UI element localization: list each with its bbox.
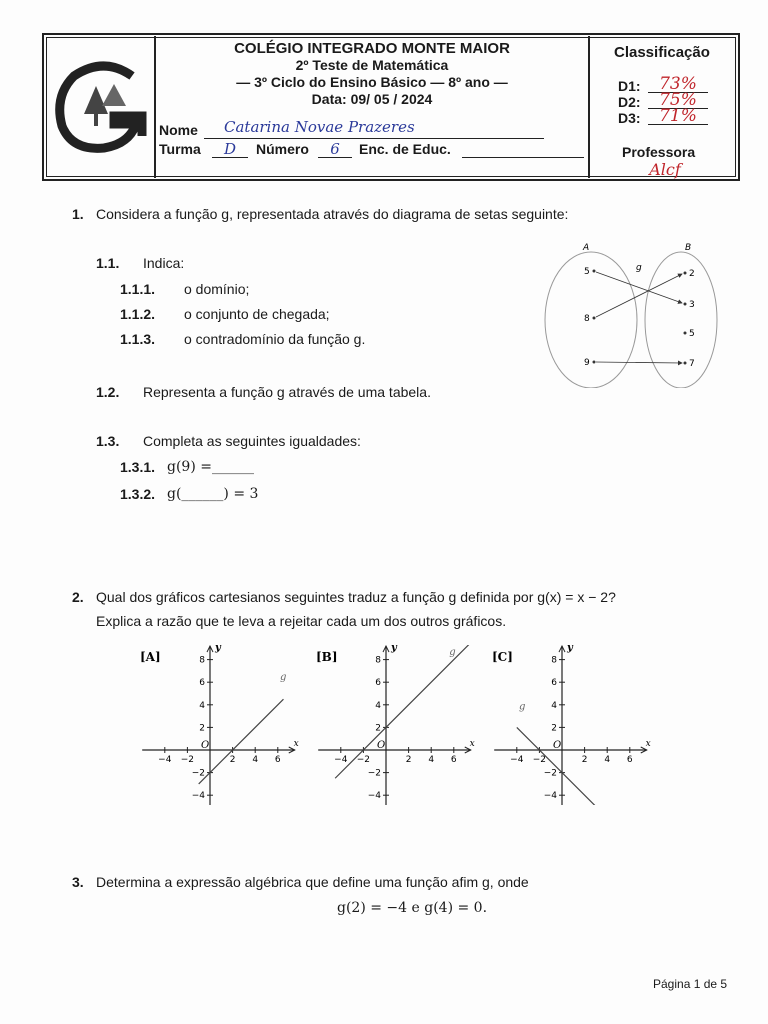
x-tick-label: 4	[252, 755, 259, 765]
x-tick-label: −4	[510, 755, 524, 765]
logo-box	[44, 36, 156, 178]
q1-1-text: Indica:	[143, 255, 185, 271]
graph-label: [C]	[492, 650, 513, 664]
x-tick-label: −2	[532, 755, 547, 765]
func-label: g	[636, 263, 642, 273]
y-tick-label: −2	[191, 768, 205, 779]
set-a-label: A	[583, 243, 590, 253]
y-tick-label: 2	[551, 723, 557, 734]
y-tick-label: 6	[375, 678, 381, 689]
function-label: g	[449, 647, 456, 659]
classification-label: Classificação	[614, 44, 710, 61]
q1-3-2-number: 1.3.2.	[120, 486, 156, 502]
graph-a	[140, 645, 312, 805]
graph-b	[316, 645, 488, 805]
y-tick-label: −2	[367, 768, 381, 779]
x-axis-label: x	[293, 739, 299, 749]
origin-label: O	[201, 740, 210, 751]
turma-field[interactable]	[212, 140, 248, 158]
q1-1-1-number: 1.1.1.	[120, 281, 156, 297]
arrow-9-7	[596, 362, 682, 363]
y-tick-label: −4	[543, 791, 557, 802]
x-tick-label: 6	[626, 755, 633, 765]
grade-d3-label: D3:	[618, 110, 641, 126]
a-elem-8: 8	[584, 314, 590, 324]
enc-label: Enc. de Educ.	[359, 141, 451, 157]
function-line	[199, 699, 284, 784]
x-tick-label: 2	[229, 755, 236, 765]
name-value: Catarina Novae Prazeres	[224, 118, 415, 136]
x-tick-label: 4	[604, 755, 611, 765]
x-axis-label: x	[645, 739, 651, 749]
x-tick-label: 6	[274, 755, 281, 765]
grade-d3-field[interactable]	[648, 106, 708, 125]
professora-signature: Alcf	[649, 160, 681, 179]
q1-text: Considera a função g, representada através do diagrama de setas seguinte:	[96, 206, 569, 222]
y-tick-label: 4	[199, 700, 205, 711]
y-tick-label: −4	[367, 791, 381, 802]
q3-formula: g(2) = −4 e g(4) = 0.	[337, 900, 488, 916]
q2-text2: Explica a razão que te leva a rejeitar cada um dos outros gráficos.	[96, 613, 507, 629]
q3-text: Determina a expressão algébrica que define uma função afim g, onde	[96, 874, 529, 890]
turma-label: Turma	[159, 141, 201, 157]
grade-d2-label: D2:	[618, 94, 641, 110]
b-elem-3: 3	[689, 300, 695, 310]
y-tick-label: 6	[551, 678, 557, 689]
set-b-ellipse	[645, 252, 717, 388]
q1-3-1-number: 1.3.1.	[120, 459, 156, 475]
name-label: Nome	[159, 122, 198, 138]
x-axis-label: x	[469, 739, 475, 749]
arrow-diagram	[536, 238, 722, 388]
x-tick-label: 6	[450, 755, 457, 765]
a-elem-9: 9	[584, 358, 590, 368]
q1-3-1-text: g(9) =______	[167, 459, 254, 475]
q1-3-number: 1.3.	[96, 433, 120, 449]
y-tick-label: 6	[199, 678, 205, 689]
arrow-8-2	[596, 274, 682, 317]
y-tick-label: 2	[375, 723, 381, 734]
y-tick-label: −2	[543, 768, 557, 779]
set-a-ellipse	[545, 252, 637, 388]
q1-1-1-text: o domínio;	[184, 281, 250, 297]
y-axis-label: y	[567, 645, 573, 654]
q1-1-2-number: 1.1.2.	[120, 306, 156, 322]
numero-label: Número	[256, 141, 309, 157]
grade-d3-value: 71%	[659, 106, 697, 126]
turma-value: D	[223, 140, 237, 158]
y-tick-label: 8	[375, 655, 381, 666]
name-field[interactable]	[204, 118, 544, 139]
b-elem-5: 5	[689, 329, 695, 339]
x-tick-label: −4	[158, 755, 172, 765]
q1-1-3-number: 1.1.3.	[120, 331, 156, 347]
grade-d1-label: D1:	[618, 78, 641, 94]
x-tick-label: −2	[356, 755, 371, 765]
x-tick-label: 2	[405, 755, 412, 765]
y-axis-label: y	[215, 645, 221, 654]
y-axis-label: y	[391, 645, 397, 654]
function-label: g	[280, 671, 287, 683]
q1-2-text: Representa a função g através de uma tabela.	[143, 384, 431, 400]
q3-number: 3.	[72, 874, 84, 890]
b-elem-7: 7	[689, 359, 695, 369]
q2-number: 2.	[72, 589, 84, 605]
arrow-5-3	[596, 272, 682, 303]
y-tick-label: 8	[199, 655, 205, 666]
professora-field[interactable]	[606, 160, 724, 177]
test-title: 2º Teste de Matemática	[295, 57, 449, 73]
grade-d1-value: 73%	[659, 74, 697, 94]
professora-label: Professora	[622, 144, 696, 160]
y-tick-label: −4	[191, 791, 205, 802]
numero-value: 6	[330, 140, 340, 158]
q1-3-2-text: g(______) = 3	[167, 486, 259, 502]
y-tick-label: 2	[199, 723, 205, 734]
numero-field[interactable]	[318, 140, 352, 158]
q1-1-3-text: o contradomínio da função g.	[184, 331, 366, 347]
school-name: COLÉGIO INTEGRADO MONTE MAIOR	[234, 40, 510, 57]
y-tick-label: 4	[551, 700, 557, 711]
graph-c	[492, 645, 664, 805]
q1-1-2-text: o conjunto de chegada;	[184, 306, 330, 322]
graph-label: [A]	[140, 650, 161, 664]
q1-1-number: 1.1.	[96, 255, 120, 271]
graph-label: [B]	[316, 650, 338, 664]
test-date: Data: 09/ 05 / 2024	[311, 91, 433, 107]
x-tick-label: −4	[334, 755, 348, 765]
origin-label: O	[377, 740, 386, 751]
x-tick-label: 2	[581, 755, 588, 765]
q1-3-text: Completa as seguintes igualdades:	[143, 433, 361, 449]
q2-text: Qual dos gráficos cartesianos seguintes traduz a função g definida por g(x) = x − 2?	[96, 589, 616, 605]
y-tick-label: 4	[375, 700, 381, 711]
origin-label: O	[553, 740, 562, 751]
school-logo-icon	[44, 36, 152, 176]
grade-d2-value: 75%	[659, 90, 697, 110]
y-tick-label: 8	[551, 655, 557, 666]
cycle-line: — 3º Ciclo do Ensino Básico — 8º ano —	[236, 74, 508, 90]
x-tick-label: −2	[180, 755, 195, 765]
function-label: g	[519, 701, 526, 713]
page-number: Página 1 de 5	[653, 977, 728, 991]
b-elem-2: 2	[689, 269, 695, 279]
a-elem-5: 5	[584, 267, 590, 277]
q1-2-number: 1.2.	[96, 384, 120, 400]
x-tick-label: 4	[428, 755, 435, 765]
q1-number: 1.	[72, 206, 84, 222]
set-b-label: B	[685, 243, 692, 253]
enc-field[interactable]	[462, 140, 584, 158]
